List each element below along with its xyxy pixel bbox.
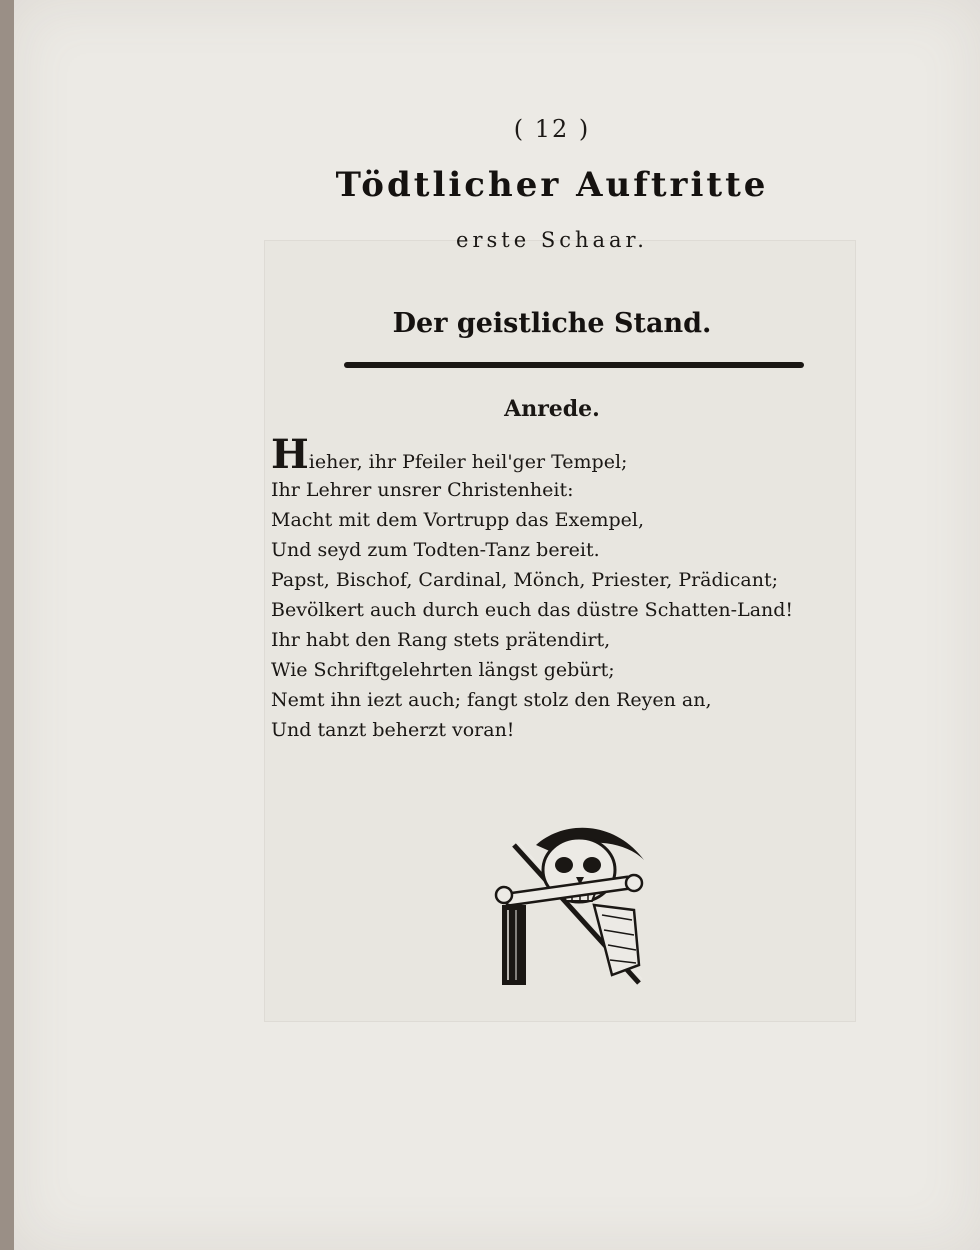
verse-line: Ihr habt den Rang stets prätendirt, [271,629,611,651]
book-page [14,0,980,1250]
verse-line: Und seyd zum Todten-Tanz bereit. [271,539,600,561]
page-title: Tödtlicher Auftritte [335,165,769,205]
page-subtitle: erste Schaar. [456,228,648,252]
verse-heading: Anrede. [504,396,600,422]
page-number: ( 12 ) [513,115,591,143]
verse-line: Macht mit dem Vortrupp das Exempel, [271,509,645,531]
skull-crossbones-scythe-icon [484,815,654,995]
verse-line: Bevölkert auch durch euch das düstre Schatten-Land! [271,599,794,621]
divider-rule [344,362,804,368]
verse-line: Hieher, ihr Pfeiler heil'ger Tempel; [271,431,628,478]
verse-line: Und tanzt beherzt voran! [271,719,515,741]
section-title: Der geistliche Stand. [392,308,712,339]
verse-line: Ihr Lehrer unsrer Christenheit: [271,479,574,501]
verse-line: Wie Schriftgelehrten längst gebürt; [271,659,615,681]
verse-lines [271,431,831,745]
verse-line: Papst, Bischof, Cardinal, Mönch, Priester, Prädicant; [271,569,778,591]
verse-line: Nemt ihn iezt auch; fangt stolz den Reyen an, [271,689,712,711]
